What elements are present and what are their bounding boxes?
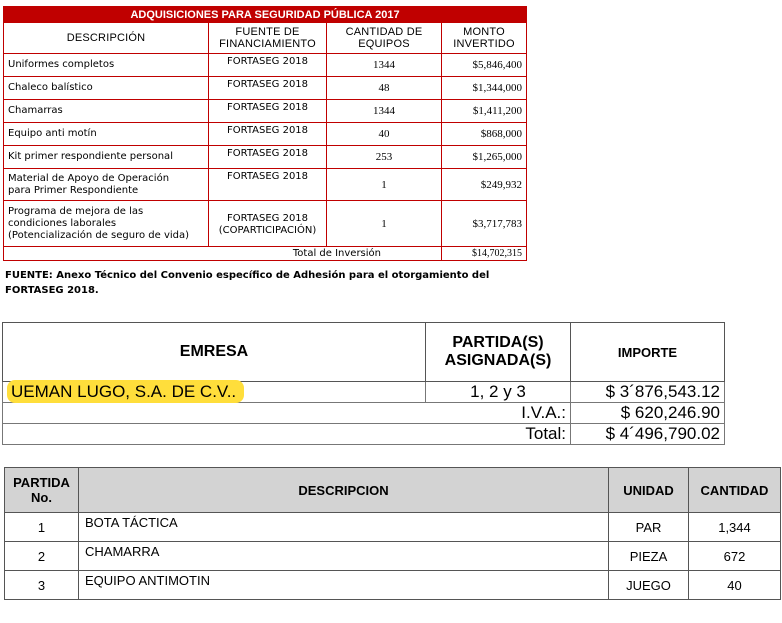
header-monto-line1: MONTO bbox=[463, 26, 505, 38]
row-unidad: PIEZA bbox=[609, 542, 689, 571]
total-row bbox=[4, 247, 527, 261]
row-no: 1 bbox=[5, 513, 79, 542]
row-monto: $868,000 bbox=[442, 123, 527, 146]
empresa-name: UEMAN LUGO, S.A. DE C.V.. bbox=[7, 380, 244, 403]
total-value: $14,702,315 bbox=[442, 247, 527, 261]
row-desc-line2: condiciones laborales bbox=[8, 217, 117, 229]
row-desc bbox=[4, 169, 209, 201]
row-cantidad: 253 bbox=[327, 146, 442, 169]
empresa-total-label: Total: bbox=[3, 424, 571, 445]
header-descripcion: DESCRIPCION bbox=[79, 468, 609, 513]
row-desc: EQUIPO ANTIMOTIN bbox=[79, 571, 609, 600]
header-fuente-line2: FINANCIAMIENTO bbox=[219, 38, 316, 50]
row-fuente: FORTASEG 2018 bbox=[209, 169, 327, 201]
table-row bbox=[5, 513, 781, 542]
header-importe: IMPORTE bbox=[571, 323, 725, 382]
header-partida-line2: No. bbox=[31, 490, 52, 505]
header-partidas-line2: ASIGNADA(S) bbox=[444, 352, 552, 369]
row-unidad: JUEGO bbox=[609, 571, 689, 600]
row-desc-line1: Programa de mejora de las bbox=[8, 205, 144, 217]
fuente-line2: FORTASEG 2018. bbox=[5, 285, 99, 296]
row-cantidad: 1 bbox=[327, 201, 442, 247]
table-row bbox=[4, 77, 527, 100]
row-fuente bbox=[209, 201, 327, 247]
partidas-table bbox=[4, 467, 781, 600]
row-cantidad: 1,344 bbox=[689, 513, 781, 542]
row-desc: CHAMARRA bbox=[79, 542, 609, 571]
row-monto: $249,932 bbox=[442, 169, 527, 201]
row-desc: Chamarras bbox=[4, 100, 209, 123]
empresa-name-cell bbox=[3, 382, 426, 403]
row-desc: Kit primer respondiente personal bbox=[4, 146, 209, 169]
row-cantidad: 40 bbox=[327, 123, 442, 146]
fuente-line1: FUENTE: Anexo Técnico del Convenio específico de Adhesión para el otorgamiento del bbox=[5, 270, 490, 281]
adquisiciones-title: ADQUISICIONES PARA SEGURIDAD PÚBLICA 2017 bbox=[4, 7, 527, 23]
table-row bbox=[5, 542, 781, 571]
header-fuente bbox=[209, 23, 327, 54]
table-row bbox=[4, 123, 527, 146]
header-empresa: EMRESA bbox=[3, 323, 426, 382]
row-desc: Uniformes completos bbox=[4, 54, 209, 77]
row-no: 3 bbox=[5, 571, 79, 600]
header-cantidad-line1: CANTIDAD DE bbox=[345, 26, 423, 38]
iva-row bbox=[3, 403, 725, 424]
fuente-note bbox=[5, 268, 505, 298]
empresa-total-row bbox=[3, 424, 725, 445]
table-row bbox=[4, 201, 527, 247]
table-row bbox=[5, 571, 781, 600]
importe-value: $ 3´876,543.12 bbox=[571, 382, 725, 403]
header-unidad: UNIDAD bbox=[609, 468, 689, 513]
row-monto: $5,846,400 bbox=[442, 54, 527, 77]
row-cantidad: 40 bbox=[689, 571, 781, 600]
row-cantidad: 1344 bbox=[327, 54, 442, 77]
partidas-header-row bbox=[5, 468, 781, 513]
row-desc-line2: para Primer Respondiente bbox=[8, 184, 139, 196]
row-desc-line1: Material de Apoyo de Operación bbox=[8, 172, 170, 184]
row-fuente: FORTASEG 2018 bbox=[209, 77, 327, 100]
header-cantidad-line2: EQUIPOS bbox=[358, 38, 410, 50]
row-fuente: FORTASEG 2018 bbox=[209, 146, 327, 169]
adquisiciones-table bbox=[3, 6, 527, 261]
header-descripcion: DESCRIPCIÓN bbox=[4, 23, 209, 54]
total-label: Total de Inversión bbox=[4, 247, 442, 261]
row-cantidad: 672 bbox=[689, 542, 781, 571]
row-desc bbox=[4, 201, 209, 247]
row-unidad: PAR bbox=[609, 513, 689, 542]
header-fuente-line1: FUENTE DE bbox=[235, 26, 300, 38]
iva-label: I.V.A.: bbox=[3, 403, 571, 424]
row-monto: $3,717,783 bbox=[442, 201, 527, 247]
table-row bbox=[4, 54, 527, 77]
row-cantidad: 1 bbox=[327, 169, 442, 201]
table-row bbox=[4, 169, 527, 201]
empresa-row bbox=[3, 382, 725, 403]
table-row bbox=[4, 100, 527, 123]
row-fuente-line1: FORTASEG 2018 bbox=[226, 212, 309, 224]
row-no: 2 bbox=[5, 542, 79, 571]
row-monto: $1,265,000 bbox=[442, 146, 527, 169]
row-fuente: FORTASEG 2018 bbox=[209, 123, 327, 146]
row-fuente: FORTASEG 2018 bbox=[209, 100, 327, 123]
header-cantidad: CANTIDAD bbox=[689, 468, 781, 513]
header-partida-line1: PARTIDA bbox=[13, 475, 70, 490]
header-partidas bbox=[426, 323, 571, 382]
row-desc-line3: (Potencialización de seguro de vida) bbox=[8, 229, 190, 241]
row-monto: $1,411,200 bbox=[442, 100, 527, 123]
empresa-header-row bbox=[3, 323, 725, 382]
header-cantidad bbox=[327, 23, 442, 54]
header-partida-no bbox=[5, 468, 79, 513]
row-cantidad: 1344 bbox=[327, 100, 442, 123]
partidas-asignadas: 1, 2 y 3 bbox=[426, 382, 571, 403]
adquisiciones-header-row bbox=[4, 23, 527, 54]
row-fuente: FORTASEG 2018 bbox=[209, 54, 327, 77]
row-desc: BOTA TÁCTICA bbox=[79, 513, 609, 542]
header-monto-line2: INVERTIDO bbox=[453, 38, 515, 50]
row-desc: Equipo anti motín bbox=[4, 123, 209, 146]
header-monto bbox=[442, 23, 527, 54]
iva-value: $ 620,246.90 bbox=[571, 403, 725, 424]
row-cantidad: 48 bbox=[327, 77, 442, 100]
row-fuente-line2: (COPARTICIPACIÓN) bbox=[218, 224, 317, 236]
table-row bbox=[4, 146, 527, 169]
empresa-total-value: $ 4´496,790.02 bbox=[571, 424, 725, 445]
row-monto: $1,344,000 bbox=[442, 77, 527, 100]
empresa-table bbox=[2, 322, 725, 445]
header-partidas-line1: PARTIDA(S) bbox=[452, 334, 544, 351]
row-desc: Chaleco balístico bbox=[4, 77, 209, 100]
